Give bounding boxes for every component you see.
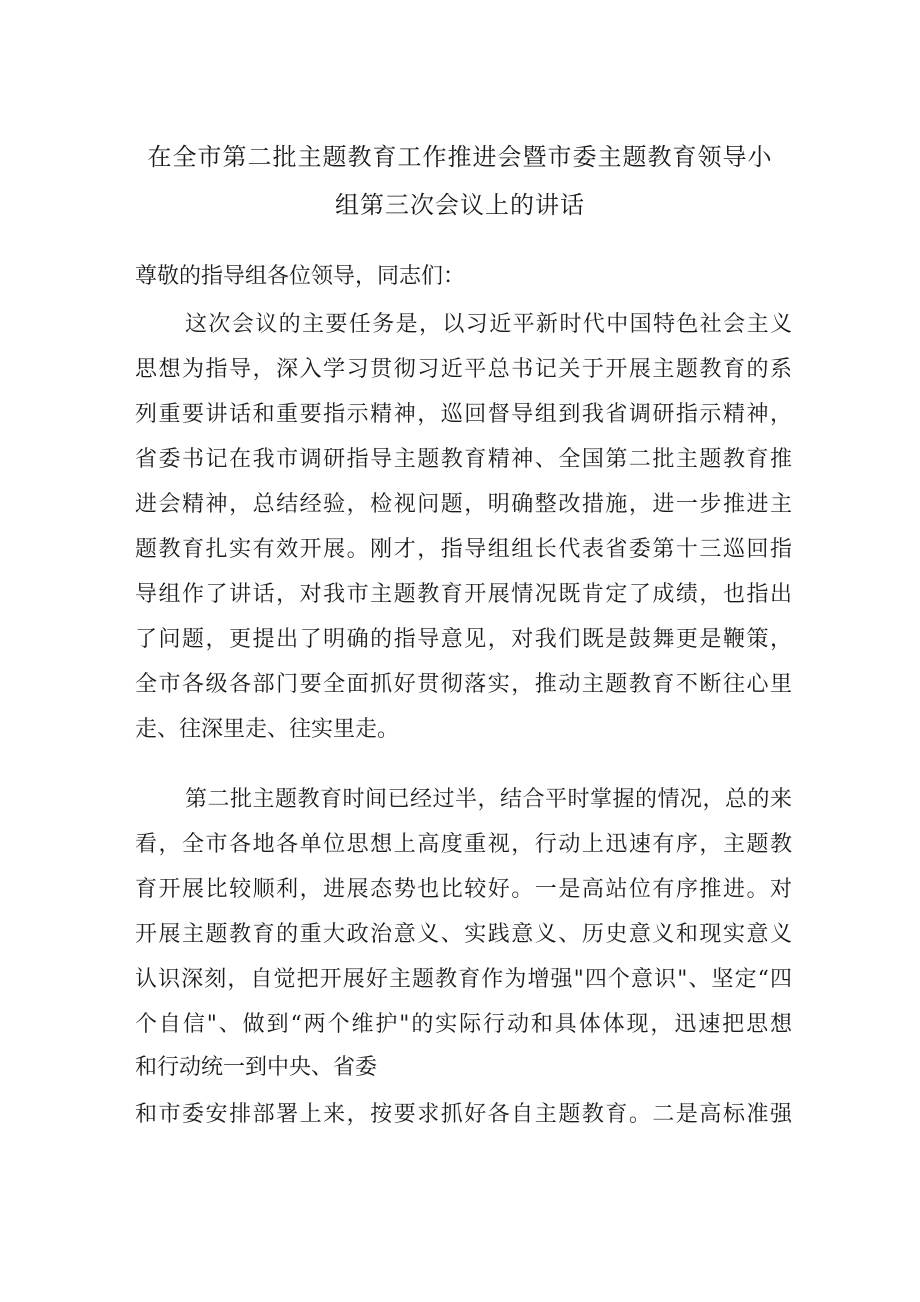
salutation: 尊敬的指导组各位领导，同志们： bbox=[135, 264, 466, 289]
title-line-2: 组第三次会议上的讲话 bbox=[335, 191, 585, 219]
paragraph-line: 个自信"、做到“两个维护"的实际行动和具体体现，迅速把思想 bbox=[135, 1012, 792, 1037]
paragraph-line: 题教育扎实有效开展。刚才，指导组组长代表省委第十三巡回指 bbox=[135, 537, 792, 562]
paragraph-line: 导组作了讲话，对我市主题教育开展情况既肯定了成绩，也指出 bbox=[135, 582, 792, 607]
paragraph-line: 育开展比较顺利，进展态势也比较好。一是高站位有序推进。对 bbox=[135, 877, 792, 902]
paragraph-line: 思想为指导，深入学习贯彻习近平总书记关于开展主题教育的系 bbox=[135, 357, 792, 382]
paragraph-line: 省委书记在我市调研指导主题教育精神、全国第二批主题教育推 bbox=[135, 447, 792, 472]
paragraph-line: 和市委安排部署上来，按要求抓好各自主题教育。二是高标准强 bbox=[135, 1102, 792, 1127]
paragraph-line: 进会精神，总结经验，检视问题，明确整改措施，进一步推进主 bbox=[135, 492, 792, 517]
paragraph-line: 看，全市各地各单位思想上高度重视，行动上迅速有序，主题教 bbox=[135, 832, 792, 857]
paragraph-line: 列重要讲话和重要指示精神，巡回督导组到我省调研指示精神， bbox=[135, 402, 792, 427]
paragraph-line: 第二批主题教育时间已经过半，结合平时掌握的情况，总的来 bbox=[185, 787, 792, 812]
paragraph-line: 走、往深里走、往实里走。 bbox=[135, 717, 400, 742]
paragraph-line: 开展主题教育的重大政治意义、实践意义、历史意义和现实意义 bbox=[135, 922, 792, 947]
paragraph-line: 全市各级各部门要全面抓好贯彻落实，推动主题教育不断往心里 bbox=[135, 672, 792, 697]
paragraph-line: 这次会议的主要任务是，以习近平新时代中国特色社会主义 bbox=[185, 312, 792, 337]
paragraph-line: 了问题，更提出了明确的指导意见，对我们既是鼓舞更是鞭策， bbox=[135, 627, 792, 652]
title-line-1: 在全市第二批主题教育工作推进会暨市委主题教育领导小 bbox=[147, 143, 773, 171]
paragraph-line: 认识深刻，自觉把开展好主题教育作为增强"四个意识"、坚定“四 bbox=[135, 967, 792, 992]
paragraph-line: 和行动统一到中央、省委 bbox=[135, 1055, 378, 1080]
